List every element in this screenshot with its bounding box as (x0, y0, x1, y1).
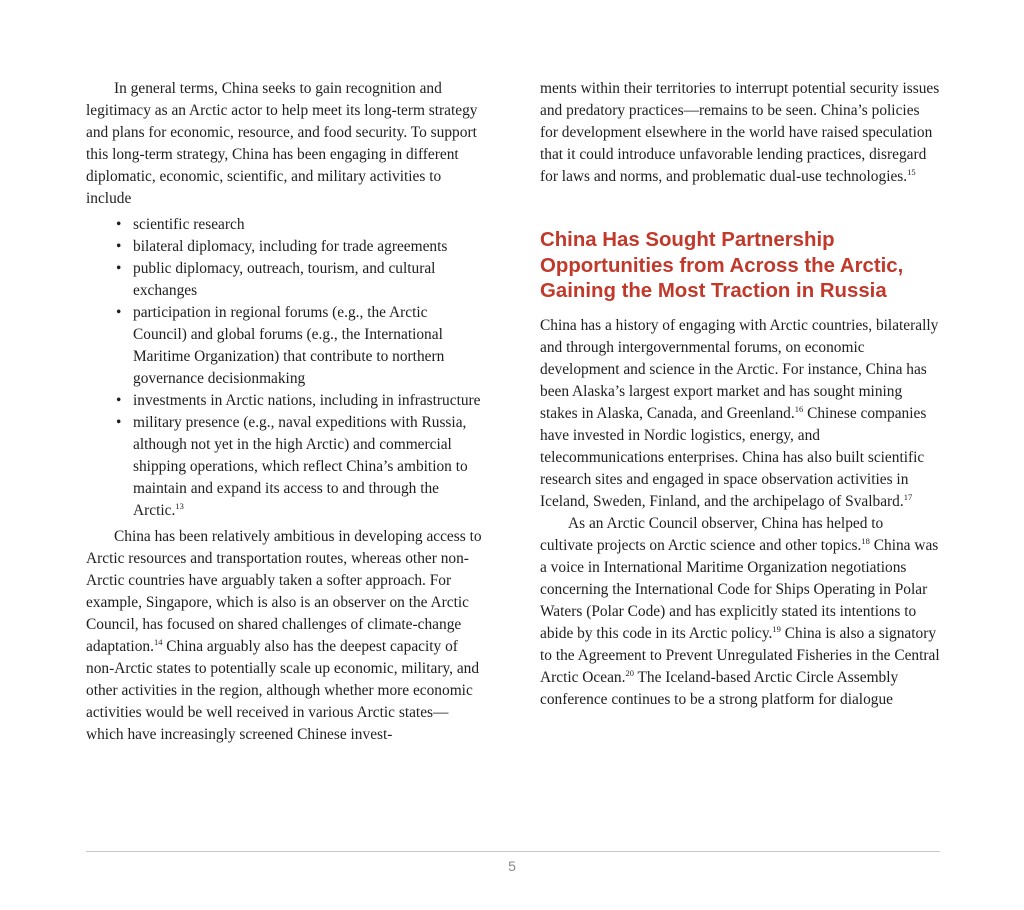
left-column (86, 78, 484, 746)
paragraph-text: ments within their territories to interrupt potential security issues and predatory practices—remains to be seen. China’s policies for development elsewhere in the world have raised speculation that it could introduce unfavorable lending practices, disregard for laws and norms, and problematic dual-use technologies. (540, 80, 940, 185)
list-item: • participation in regional forums (e.g., the Arctic Council) and global forums (e.g., the International Maritime Organization) that contribute to northern governance decisionmaking (133, 302, 484, 390)
footnote-ref[interactable]: 14 (153, 637, 163, 647)
observer-paragraph (540, 513, 940, 711)
footer-divider (86, 851, 940, 852)
activities-list (86, 214, 484, 522)
footnote-ref[interactable]: 15 (907, 167, 916, 177)
footnote-ref[interactable]: 20 (625, 667, 634, 678)
history-paragraph (540, 315, 940, 513)
right-column (540, 78, 940, 711)
list-item: • public diplomacy, outreach, tourism, and cultural exchanges (133, 258, 484, 302)
list-item: • bilateral diplomacy, including for trade agreements (133, 236, 484, 258)
intro-paragraph: In general terms, China seeks to gain recognition and legitimacy as an Arctic actor to help meet its long-term strategy and plans for economic, resource, and food security. To support this long-term strategy, China has been engaging in different diplomatic, economic, scientific, and military activities to include (86, 80, 478, 207)
list-item (133, 412, 484, 522)
footnote-ref[interactable]: 19 (772, 623, 781, 634)
paragraph-text: Chinese companies have invested in Nordic logistics, energy, and telecommunications enterprises. China has also built scientific research sites and engaged in space observation activities in Iceland, Sweden, Finland, and the archipelago of Svalbard. (540, 404, 927, 510)
footnote-ref[interactable]: 13 (175, 501, 184, 511)
ambition-paragraph (86, 526, 484, 746)
footnote-ref[interactable]: 16 (794, 403, 804, 414)
paragraph-text: China was a voice in International Maritime Organization negotiations concerning the International Code for Ships Operating in Polar Waters (Polar Code) and has explicitly stated its intentions to abide by this code in its Arctic policy. (540, 536, 939, 642)
paragraph-text: China has been relatively ambitious in developing access to Arctic resources and transportation routes, whereas other non-Arctic countries have arguably taken a softer approach. For example, Singapore, which is also is an observer on the Arctic Council, has focused on shared challenges of climate-change adaptation. (86, 528, 482, 655)
list-item-text: military presence (e.g., naval expeditions with Russia, although not yet in the high Arctic) and commercial shipping operations, which reflect China’s ambition to maintain and expand its access to and through the Arctic. (133, 414, 468, 519)
footnote-ref[interactable]: 18 (861, 535, 870, 546)
page-number: 5 (508, 858, 516, 874)
section-heading: China Has Sought Partnership Opportunities from Across the Arctic, Gaining the Most Traction in Russia (540, 229, 904, 302)
list-item: • investments in Arctic nations, including in infrastructure (133, 390, 484, 412)
list-item: • scientific research (133, 214, 484, 236)
paragraph-text: The Iceland-based Arctic Circle Assembly conference continues to be a strong platform for dialogue (540, 668, 899, 708)
footnote-ref[interactable]: 17 (903, 491, 913, 502)
paragraph-text: As an Arctic Council observer, China has helped to cultivate projects on Arctic science and other topics. (540, 514, 884, 554)
continued-paragraph (540, 78, 940, 188)
paragraph-text: China arguably also has the deepest capacity of non-Arctic states to potentially scale up economic, military, and other activities in the region, although whether more economic activities would be well received in various Arctic states—which have increasingly screened Chinese invest- (86, 638, 480, 743)
paragraph-text: China has a history of engaging with Arctic countries, bilaterally and through intergovernmental forums, on economic development and science in the Arctic. For instance, China has been Alaska’s largest export market and has sought mining stakes in Alaska, Canada, and Greenland. (540, 316, 939, 422)
paragraph-text: China is also a signatory to the Agreement to Prevent Unregulated Fisheries in the Central Arctic Ocean. (540, 624, 940, 686)
